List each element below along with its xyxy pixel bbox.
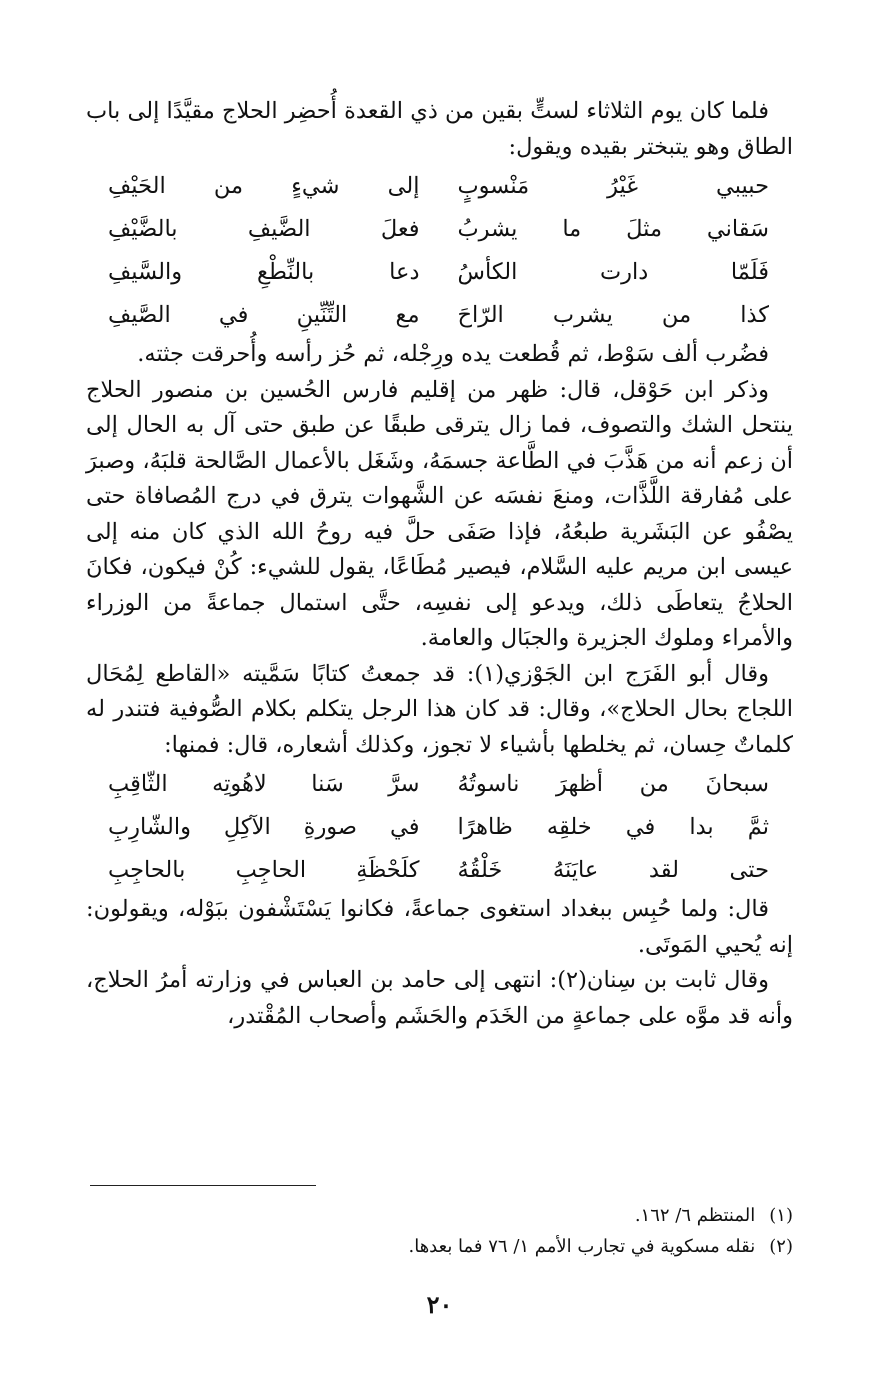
verse-first-hemistich: ثمَّ بدا في خلقِه ظاهرًا bbox=[457, 814, 769, 840]
footnotes bbox=[90, 1200, 793, 1262]
paragraph-1: فلما كان يوم الثلاثاء لستٍّ بقين من ذي القعدة أُحضِر الحلاج مقيَّدًا إلى باب الطاق وهو يتبختر بقيده ويقول: bbox=[86, 98, 793, 160]
footnote bbox=[90, 1231, 793, 1262]
verse-line bbox=[86, 208, 793, 251]
paragraph-6: وقال ثابت بن سِنان(٢): انتهى إلى حامد بن العباس في وزارته أمرُ الحلاج، وأنه قد موَّه على جماعةٍ من الخَدَم والحَشَم وأصحاب المُقْتدر، bbox=[86, 967, 793, 1029]
verse-second-hemistich: دعا بالنِّطْعِ والسَّيفِ bbox=[108, 259, 420, 285]
verse-second-hemistich: فعلَ الضَّيفِ بالضَّيْفِ bbox=[108, 216, 420, 242]
paragraph-3: وذكر ابن حَوْقل، قال: ظهر من إقليم فارس الحُسين بن منصور الحلاج ينتحل الشك والتصوف، فما زال يترقى طبقًا عن طبق حتى آل به الحال إلى أن زعم أنه من هَذَّبَ في الطَّاعة جسمَهُ، وشَغَل بالأعمال الصَّالحة قلبَهُ، وصبرَ على مُفارقة اللَّذَّات، ومنعَ نفسَه عن الشَّهوات يترق في درج المُصافاة حتى يصْفُو عن البَشَرية طبعُهُ، فإذا صَفَى حلَّ فيه روحُ الله الذي كان منه إلى عيسى ابن مريم عليه السَّلام، فيصير مُطَاعًا، يقول للشيء: كُنْ فيكون، فكانَ الحلاجُ يتعاطَى ذلك، ويدعو إلى نفسِه، حتَّى استمال جماعةً من الوزراء والأمراء وملوك الجزيرة والجبَال والعامة. bbox=[86, 376, 793, 651]
verse-line bbox=[86, 806, 793, 849]
verse-first-hemistich: سبحانَ من أظهرَ ناسوتُهُ bbox=[457, 771, 769, 797]
verse-line bbox=[86, 294, 793, 337]
poem-1 bbox=[86, 165, 793, 337]
footnote-number: (٢) bbox=[769, 1236, 793, 1257]
verse-second-hemistich: سرَّ سَنا لاهُوتِه الثّاقِبِ bbox=[108, 771, 420, 797]
paragraph-5: قال: ولما حُبِس ببغداد استغوى جماعةً، فكانوا يَسْتَشْفون ببَوْله، ويقولون: إنه يُحيي المَوتَى. bbox=[86, 896, 793, 958]
verse-second-hemistich: إلى شيءٍ من الحَيْفِ bbox=[108, 173, 420, 199]
verse-first-hemistich: سَقاني مثلَ ما يشربُ bbox=[457, 216, 769, 242]
verse-line bbox=[86, 763, 793, 806]
poem-2 bbox=[86, 763, 793, 892]
footnote-text: المنتظم ٦/ ١٦٢. bbox=[634, 1205, 756, 1226]
verse-line bbox=[86, 849, 793, 892]
verse-line bbox=[86, 251, 793, 294]
verse-second-hemistich: كلَحْظَةِ الحاجِبِ بالحاجِبِ bbox=[108, 857, 420, 883]
footnote bbox=[90, 1200, 793, 1231]
footnote-separator bbox=[90, 1185, 316, 1186]
footnote-text: نقله مسكوية في تجارب الأمم ١/ ٧٦ فما بعدها. bbox=[408, 1236, 756, 1257]
verse-first-hemistich: حتى لقد عايَنَهُ خَلْقُهُ bbox=[457, 857, 769, 883]
verse-second-hemistich: في صورةِ الآكِلِ والشّارِبِ bbox=[108, 814, 420, 840]
verse-first-hemistich: حبيبي غَيْرُ مَنْسوبٍ bbox=[457, 173, 769, 199]
paragraph-4: وقال أبو الفَرَج ابن الجَوْزي(١): قد جمعتُ كتابًا سَمَّيته «القاطع لِمُحَال اللجاج بحال الحلاج»، وقال: قد كان هذا الرجل يتكلم بكلام الصُّوفية فتندر له كلماتٌ حِسان، ثم يخلطها بأشياء لا تجوز، وكذلك أشعاره، قال: فمنها: bbox=[86, 660, 793, 758]
verse-second-hemistich: مع التِّنِّينِ في الصَّيفِ bbox=[108, 302, 420, 328]
verse-first-hemistich: كذا من يشرب الرّاحَ bbox=[457, 302, 769, 328]
footnote-number: (١) bbox=[769, 1205, 793, 1226]
verse-line bbox=[86, 165, 793, 208]
page-number: ٢٠ bbox=[426, 1290, 453, 1319]
verse-first-hemistich: فَلَمّا دارت الكأسُ bbox=[457, 259, 769, 285]
paragraph-2: فضُرب ألف سَوْط، ثم قُطعت يده ورِجْله، ثم حُز رأسه وأُحرقت جثته. bbox=[137, 341, 769, 367]
